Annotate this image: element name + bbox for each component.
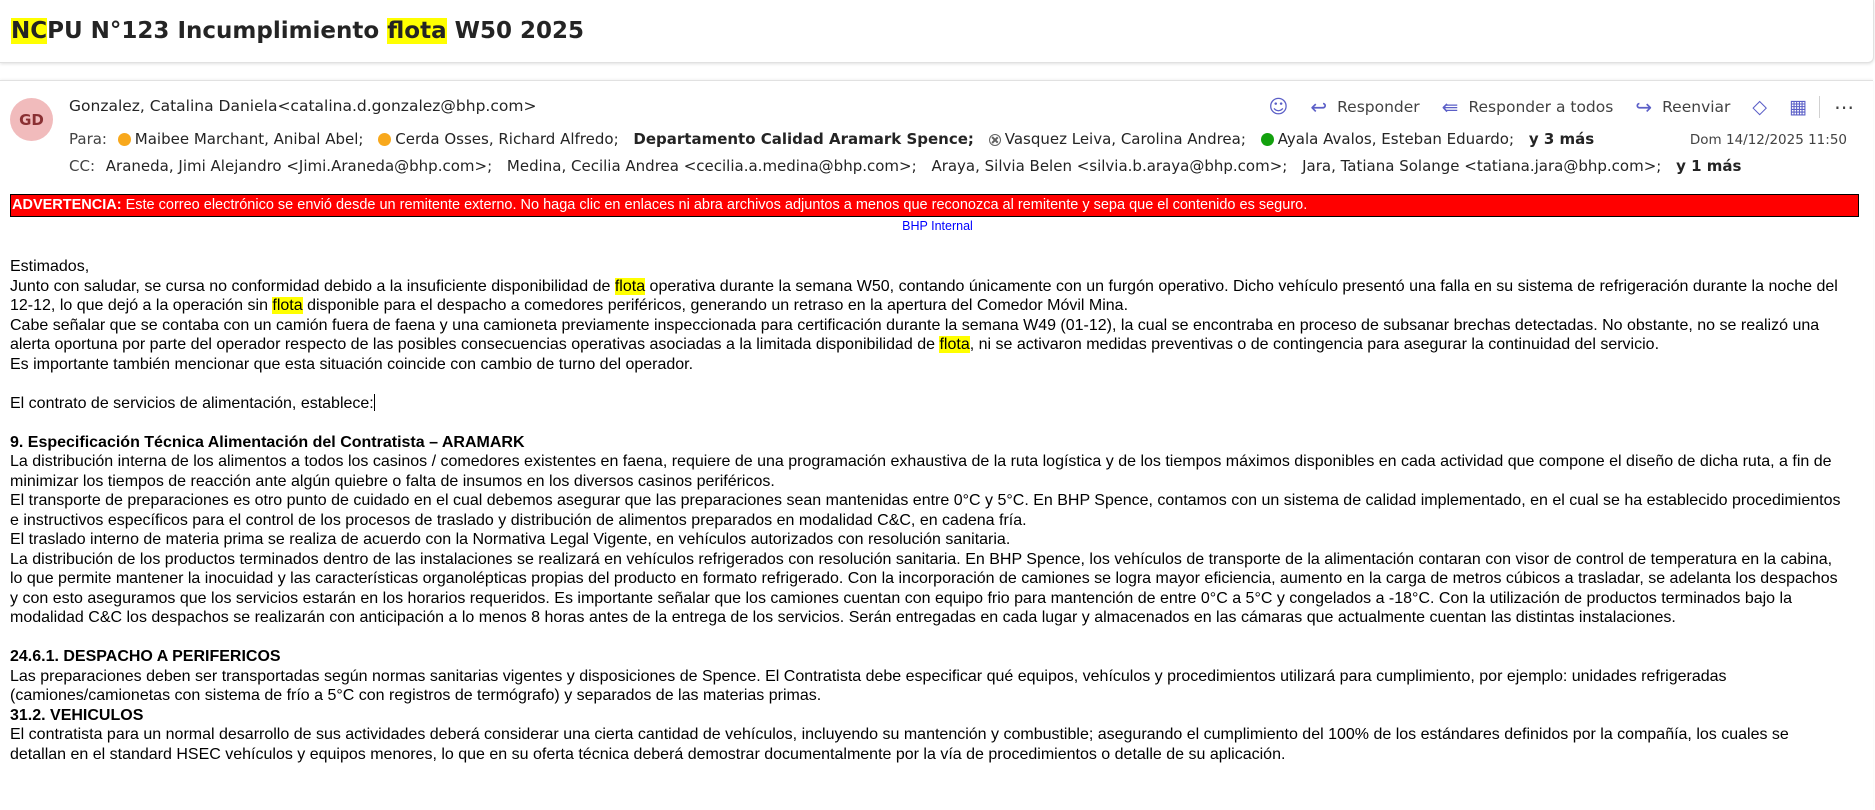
presence-offline-icon (989, 134, 1001, 146)
message-toolbar (1247, 95, 1856, 119)
paragraph: El traslado interno de materia prima se realiza de acuerdo con la Normativa Legal Vigente, en vehículos autorizados con resolución sanitaria. (10, 531, 1011, 548)
forward-label: Reenviar (1662, 98, 1731, 116)
presence-available-icon (1261, 133, 1274, 146)
recipient[interactable]: Ayala Avalos, Esteban Eduardo; (1261, 130, 1514, 148)
search-highlight: flota (939, 336, 970, 353)
reply-button[interactable] (1310, 97, 1419, 117)
search-highlight: flota (614, 277, 646, 295)
search-highlight: flota (272, 297, 303, 314)
cc-recipient[interactable]: Jara, Tatiana Solange <tatiana.jara@bhp.com>; (1302, 157, 1662, 175)
paragraph: La distribución de los productos terminados dentro de las instalaciones se realizará en vehículos refrigerados con resolución sanitaria. En BHP Spence, los vehículos de transporte de la alimentación contaran con visor de control de temperatura en la cabina, lo que permite mantener la inocuidad y las características organolépticas propias del producto en formato refrigerado. Con la incorporación de camiones se logra mayor eficiencia, aumento en la carga de metros cúbicos a trasladar, se adelanta los despachos y con esto aseguramos que los servicios estarán en los horarios requeridos. Es importante señalar que los camiones cuentan con equipo frio para mantención de entre 0°C a 5°C y congelados a -18°C. Con la utilización de productos terminados bajo la modalidad C&C los despachos se realizarán con anticipación a lo menos 8 horas antes de la entrega de los servicios. Serán entregadas en cada lugar y almacenados en las cámaras que actualmente cuentan las distintas instalaciones. (10, 550, 1838, 626)
cc-recipient[interactable]: Medina, Cecilia Andrea <cecilia.a.medina@bhp.com>; (506, 157, 917, 175)
recipient[interactable]: Maibee Marchant, Anibal Abel; (118, 130, 364, 148)
recipient-group[interactable]: Departamento Calidad Aramark Spence; (633, 130, 974, 148)
external-sender-warning (10, 194, 1859, 217)
section-heading: 24.6.1. DESPACHO A PERIFERICOS (10, 648, 281, 665)
forward-icon: ↪ (1635, 95, 1653, 119)
paragraph: El contratista para un normal desarrollo de sus actividades deberá considerar una cierta cantidad de vehículos, incluyendo su mantención y combustible; asegurando el cumplimiento del 100% de los estándares definidos por la compañía, los cuales se detallan en el standard HSEC vehículos y equipos menores, lo que en su oferta técnica deberá demostrar documentalmente por la vía de procedimientos o detalle de su aplicación. (10, 726, 1789, 763)
subject-card (0, 0, 1874, 63)
section-heading: 9. Especificación Técnica Alimentación del Contratista – ARAMARK (10, 433, 525, 451)
recipient[interactable]: Cerda Osses, Richard Alfredo; (378, 130, 618, 148)
more-actions-icon[interactable]: ⋯ (1834, 95, 1855, 119)
paragraph: Es importante también mencionar que esta situación coincide con cambio de turno del operador. (10, 355, 694, 373)
paragraph: Las preparaciones deben ser transportadas según normas sanitarias vigentes y disposiciones de Spence. El Contratista debe especificar qué equipos, vehículos y procedimientos utilizará para cumplimiento, por ejemplo: unidades refrigeradas (camiones/camionetas con sistema de frío a 5°C con registros de termógrafo) y separados de las materias primas. (10, 667, 1727, 704)
reply-label: Responder (1337, 98, 1420, 116)
email-body (10, 257, 1848, 764)
sent-date: Dom 14/12/2025 11:50 (1689, 132, 1847, 148)
forward-button[interactable] (1635, 97, 1730, 117)
sender-name[interactable]: Gonzalez, Catalina Daniela<catalina.d.gonzalez@bhp.com> (69, 97, 537, 115)
subject-text: PU N°123 Incumplimiento (47, 18, 388, 44)
subject-text: W50 2025 (446, 18, 584, 44)
paragraph: Cabe señalar que se contaba con un camión fuera de faena y una camioneta previamente inspeccionada para certificación durante la semana W49 (01-12), la cual se encontraba en proceso de subsanar brechas detectadas. No obstante, no se realizó una alerta oportuna por parte del operador respecto de las posibles consecuencias operativas asociadas a la limitada disponibilidad de flota, ni se activaron medidas preventivas o de contingencia para asegurar la continuidad del servicio. (10, 316, 1820, 353)
cc-recipient[interactable]: Araneda, Jimi Alejandro <Jimi.Araneda@bhp.com>; (105, 157, 493, 175)
classification-label: BHP Internal (902, 219, 973, 233)
presence-away-icon (378, 133, 391, 146)
to-label: Para: (69, 130, 107, 148)
cc-recipients (69, 157, 1741, 175)
cc-label: CC: (69, 157, 96, 175)
paragraph: El contrato de servicios de alimentación, establece: (10, 394, 374, 412)
text-cursor (374, 394, 375, 411)
apps-icon[interactable]: ▦ (1789, 95, 1807, 118)
cc-recipient[interactable]: Araya, Silvia Belen <silvia.b.araya@bhp.com>; (931, 157, 1288, 175)
reply-all-button[interactable] (1442, 97, 1614, 117)
more-recipients-link[interactable]: y 3 más (1528, 130, 1595, 148)
subject-highlight: NC (11, 18, 48, 44)
more-cc-link[interactable]: y 1 más (1676, 157, 1742, 175)
greeting: Estimados, (10, 258, 90, 275)
warning-text: Este correo electrónico se envió desde un remitente externo. No haga clic en enlaces ni abra archivos adjuntos a menos que reconozca al remitente y sepa que el contenido es seguro. (121, 197, 1308, 213)
reply-all-label: Responder a todos (1468, 98, 1614, 116)
to-recipients (69, 130, 1594, 148)
section-heading: 31.2. VEHICULOS (10, 706, 144, 724)
recipient[interactable]: Vasquez Leiva, Carolina Andrea; (989, 130, 1246, 148)
paragraph: El transporte de preparaciones es otro punto de cuidado en el cual debemos asegurar que las preparaciones sean mantenidas entre 0°C y 5°C. En BHP Spence, contamos con un sistema de calidad implementado, en el cual se ha establecido procedimientos e instructivos específicos para el control de los procesos de traslado y distribución de alimentos preparados en modalidad C&C, en cadena fría. (10, 492, 1841, 529)
paragraph: Junto con saludar, se cursa no conformidad debido a la insuficiente disponibilidad de flota operativa durante la semana W50, contando únicamente con un furgón operativo. Dicho vehículo presentó una falla en su sistema de refrigeración durante la noche del 12-12, lo que dejó a la operación sin flota disponible para el despacho a comedores periféricos, generando un retraso en la apertura del Comedor Móvil Mina. (10, 277, 1838, 314)
toolbar-divider (1819, 96, 1820, 118)
presence-away-icon (118, 133, 131, 146)
reply-all-icon: ⇚ (1441, 95, 1459, 119)
reply-icon: ↩ (1310, 95, 1328, 119)
avatar[interactable]: GD (10, 98, 53, 141)
subject-highlight: flota (387, 18, 447, 44)
loop-icon[interactable]: ◇ (1752, 95, 1768, 118)
emoji-reaction-icon[interactable]: ☺ (1268, 95, 1289, 118)
email-subject (11, 18, 584, 44)
paragraph: La distribución interna de los alimentos a todos los casinos / comedores existentes en faena, requiere de una programación exhaustiva de la ruta logística y de los tiempos máximos disponibles en cada actividad que compone el diseño de dicha ruta, a fin de minimizar los tiempos de reacción ante algún quiebre o falta de insumos en los diversos casinos periféricos. (10, 453, 1832, 490)
warning-label: ADVERTENCIA: (12, 197, 122, 213)
